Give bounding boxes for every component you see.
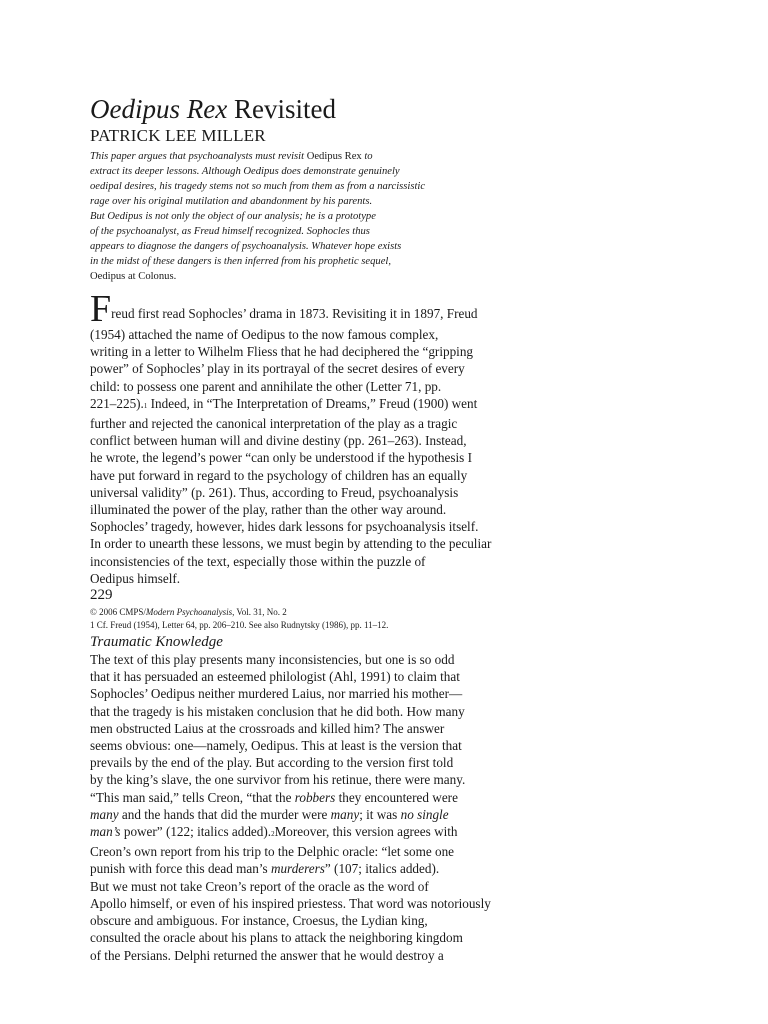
copyright-text: © 2006 CMPS/ — [90, 607, 146, 618]
section-text: and the hands that did the murder were — [118, 806, 331, 822]
section-line: men obstructed Laius at the crossroads and killed him? The answer — [90, 720, 445, 736]
journal-name: Modern Psychoanalysis — [145, 607, 233, 618]
section-line: prevails by the end of the play. But according to the version first told — [90, 755, 454, 771]
title-rest: Revisited — [227, 94, 336, 124]
italic-text: many — [90, 806, 119, 822]
italic-text: no single — [400, 806, 449, 822]
intro-line: Sophocles’ tragedy, however, hides dark lessons for psychoanalysis itself. — [90, 519, 479, 535]
section-paragraph — [90, 651, 530, 964]
abstract-line — [90, 149, 530, 164]
intro-line — [90, 288, 530, 330]
abstract-text: to — [361, 151, 373, 162]
intro-line: power” of Sophocles’ play in its portrayal of the secret desires of every — [90, 361, 465, 377]
abstract-line: But Oedipus is not only the object of our analysis; he is a prototype — [90, 211, 376, 222]
section-text: Moreover, this version agrees with — [274, 824, 458, 840]
intro-line: universal validity” (p. 261). Thus, according to Freud, psychoanalysis — [90, 484, 459, 500]
section-text: power” (122; italics added). — [120, 824, 272, 840]
section-heading: Traumatic Knowledge — [90, 634, 223, 651]
intro-line: conflict between human will and divine destiny (pp. 261–263). Instead, — [90, 433, 467, 449]
section-line: obscure and ambiguous. For instance, Croesus, the Lydian king, — [90, 913, 428, 929]
abstract-line: Oedipus at Colonus. — [90, 271, 177, 282]
section-line: seems obvious: one—namely, Oedipus. This at least is the version that — [90, 738, 462, 754]
footnote-marker: 2 — [271, 830, 275, 839]
intro-text: Indeed, in “The Interpretation of Dreams,” Freud (1900) went — [147, 395, 478, 411]
section-line: by the king’s slave, the one survivor from his retinue, there were many. — [90, 772, 466, 788]
abstract-line: rage over his original mutilation and abandonment by his parents. — [90, 196, 373, 207]
section-line: Apollo himself, or even of his inspired priestess. That word was notoriously — [90, 895, 491, 911]
author-name: PATRICK LEE MILLER — [90, 126, 266, 145]
intro-line: writing in a letter to Wilhelm Fliess that he had deciphered the “gripping — [90, 344, 474, 360]
intro-line: child: to possess one parent and annihilate the other (Letter 71, pp. — [90, 378, 442, 394]
section-line: Creon’s own report from his trip to the Delphic oracle: “let some one — [90, 844, 455, 860]
intro-line: have put forward in regard to the psychology of children has an equally — [90, 467, 468, 483]
intro-line — [90, 395, 530, 415]
section-line: of the Persians. Delphi returned the answer that he would destroy a — [90, 947, 444, 963]
title-italic: Oedipus Rex — [90, 94, 228, 124]
footnote-marker: 1 — [143, 401, 148, 410]
italic-text: robbers — [294, 789, 336, 805]
section-text: “This man said,” tells Creon, “that the — [90, 789, 295, 805]
drop-cap: F — [90, 288, 112, 330]
intro-line: he wrote, the legend’s power “can only be understood if the hypothesis I — [90, 450, 472, 466]
section-line: that the tragedy is his mistaken conclusion that he did both. How many — [90, 703, 465, 719]
abstract-line: oedipal desires, his tragedy stems not so much from them as from a narcissistic — [90, 181, 426, 192]
section-line: consulted the oracle about his plans to attack the neighboring kingdom — [90, 930, 463, 946]
abstract-play-title: Oedipus Rex — [306, 151, 362, 162]
intro-line: In order to unearth these lessons, we must begin by attending to the peculiar — [90, 536, 492, 552]
abstract-line: of the psychoanalyst, as Freud himself recognized. Sophocles thus — [90, 226, 370, 237]
intro-line: inconsistencies of the text, especially those within the puzzle of — [90, 553, 426, 569]
section-line: Sophocles’ Oedipus neither murdered Laius, nor married his mother— — [90, 686, 463, 702]
italic-text: man’s — [90, 824, 121, 840]
section-line: But we must not take Creon’s report of the oracle as the word of — [90, 878, 429, 894]
italic-text: many — [330, 806, 360, 822]
section-line: The text of this play presents many inconsistencies, but one is so odd — [90, 652, 455, 668]
intro-line: (1954) attached the name of Oedipus to the now famous complex, — [90, 327, 439, 342]
intro-line: further and rejected the canonical interpretation of the play as a tragic — [90, 416, 458, 432]
section-text: ; it was — [359, 806, 401, 822]
document-page — [90, 92, 530, 964]
abstract-line: extract its deeper lessons. Although Oedipus does demonstrate genuinely — [90, 166, 400, 177]
section-line — [90, 789, 530, 806]
page-number: 229 — [90, 587, 113, 604]
section-line: that it has persuaded an esteemed philologist (Ahl, 1991) to claim that — [90, 669, 460, 685]
footnote: 1 Cf. Freud (1954), Letter 64, pp. 206–210. See also Rudnytsky (1986), pp. 11–12. — [90, 620, 389, 631]
copyright-line — [90, 606, 530, 619]
copyright-text: , Vol. 31, No. 2 — [232, 607, 287, 618]
intro-text: 221–225). — [90, 395, 144, 411]
abstract-line: appears to diagnose the dangers of psychoanalysis. Whatever hope exists — [90, 241, 402, 252]
intro-text: reud first read Sophocles’ drama in 1873. Revisiting it in 1897, Freud — [111, 306, 478, 321]
section-line — [90, 860, 530, 877]
intro-paragraph — [90, 288, 530, 587]
intro-line: Oedipus himself. — [90, 570, 181, 586]
abstract-line: in the midst of these dangers is then inferred from his prophetic sequel, — [90, 256, 392, 267]
section-text: punish with force this dead man’s — [90, 861, 271, 877]
section-line — [90, 823, 530, 843]
article-title — [90, 92, 530, 126]
italic-text: murderers — [270, 861, 325, 877]
abstract-text: This paper argues that psychoanalysts must revisit — [90, 151, 307, 162]
section-line — [90, 806, 530, 823]
intro-line: illuminated the power of the play, rather than the other way around. — [90, 502, 447, 518]
section-text: they encountered were — [335, 789, 458, 805]
section-text: ” (107; italics added). — [324, 861, 440, 877]
abstract — [90, 149, 530, 284]
